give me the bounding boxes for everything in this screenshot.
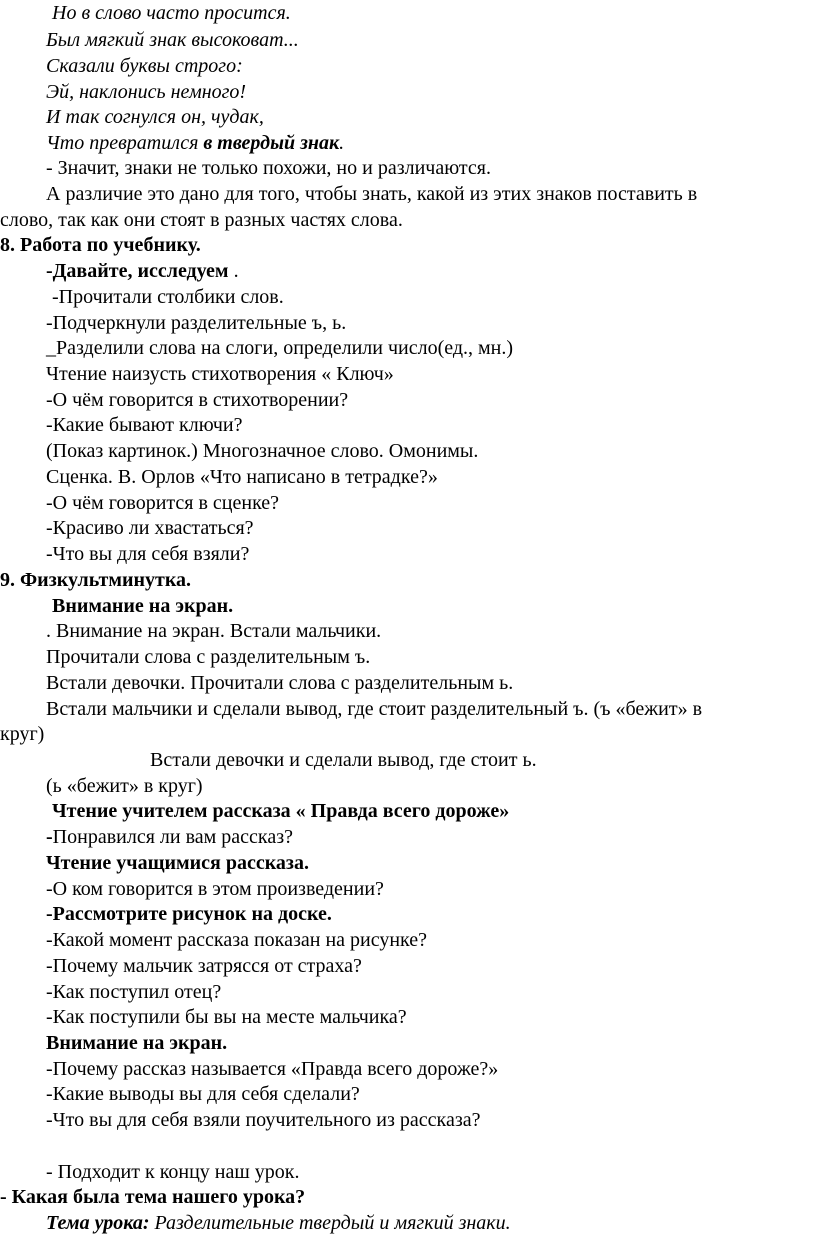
subheading: Внимание на экран. xyxy=(46,1032,228,1054)
paragraph-line: - Подходит к концу наш урок. xyxy=(46,1161,300,1183)
paragraph-line: -Подчеркнули разделительные ъ, ь. xyxy=(46,312,347,334)
subheading xyxy=(46,258,239,284)
topic-line xyxy=(46,1210,511,1236)
paragraph-line: -Красиво ли хвастаться? xyxy=(46,517,254,539)
paragraph-line: -О чём говорится в стихотворении? xyxy=(46,389,349,411)
paragraph-line: (ь «бежит» в круг) xyxy=(46,775,203,797)
subheading: Внимание на экран. xyxy=(52,595,234,617)
paragraph-line xyxy=(46,824,293,850)
dash-mark: - xyxy=(46,826,53,848)
poem-line: Но в слово часто просится. xyxy=(52,2,291,24)
paragraph-line: (Показ картинок.) Многозначное слово. Омонимы. xyxy=(46,440,479,462)
subheading-text: -Давайте, исследуем xyxy=(46,260,229,282)
topic-label: Тема урока: xyxy=(46,1212,150,1234)
paragraph-line: Встали девочки. Прочитали слова с разделительным ь. xyxy=(46,672,514,694)
section-heading: 8. Работа по учебнику. xyxy=(0,234,201,256)
paragraph-line: -Прочитали столбики слов. xyxy=(52,286,284,308)
subheading-tail: . xyxy=(228,260,239,282)
paragraph-line: -Почему рассказ называется «Правда всего дороже?» xyxy=(46,1058,499,1080)
paragraph-line: А различие это дано для того, чтобы знать, какой из этих знаков поставить в xyxy=(46,183,698,205)
section-heading: 9. Физкультминутка. xyxy=(0,569,192,591)
poem-line: И так согнулся он, чудак, xyxy=(46,106,264,128)
paragraph-line: _Разделили слова на слоги, определили число(ед., мн.) xyxy=(46,337,514,359)
poem-text: . xyxy=(339,132,345,154)
paragraph-line: -Как поступили бы вы на месте мальчика? xyxy=(46,1006,407,1028)
paragraph-line: Прочитали слова с разделительным ъ. xyxy=(46,646,371,668)
paragraph-line: -Что вы для себя взяли? xyxy=(46,543,250,565)
paragraph-line: -Что вы для себя взяли поучительного из рассказа? xyxy=(46,1109,481,1131)
paragraph-line: -Какие бывают ключи? xyxy=(46,414,243,436)
paragraph-line: - Значит, знаки не только похожи, но и различаются. xyxy=(46,157,491,179)
paragraph-line: Сценка. В. Орлов «Что написано в тетрадке?» xyxy=(46,466,438,488)
paragraph-line: Чтение наизусть стихотворения « Ключ» xyxy=(46,363,394,385)
poem-line xyxy=(46,130,344,156)
paragraph-line: -Почему мальчик затрясся от страха? xyxy=(46,955,362,977)
emphasis-text: в твердый знак xyxy=(203,132,340,154)
subheading: Чтение учащимися рассказа. xyxy=(46,852,309,874)
question-text: Понравился ли вам рассказ? xyxy=(52,826,293,848)
paragraph-line: -О ком говорится в этом произведении? xyxy=(46,878,384,900)
topic-value: Разделительные твердый и мягкий знаки. xyxy=(149,1212,511,1234)
poem-line: Был мягкий знак высоковат... xyxy=(46,29,299,51)
paragraph-line: -Какой момент рассказа показан на рисунке? xyxy=(46,929,428,951)
paragraph-line: . Внимание на экран. Встали мальчики. xyxy=(46,620,382,642)
paragraph-line: Встали мальчики и сделали вывод, где стоит разделительный ъ. (ъ «бежит» в xyxy=(46,698,703,720)
paragraph-line: -О чём говорится в сценке? xyxy=(46,492,280,514)
section-heading: - Какая была тема нашего урока? xyxy=(0,1186,306,1208)
poem-line: Эй, наклонись немного! xyxy=(46,81,247,103)
subheading: -Рассмотрите рисунок на доске. xyxy=(46,903,332,925)
paragraph-line: -Как поступил отец? xyxy=(46,981,222,1003)
subheading: Чтение учителем рассказа « Правда всего дороже» xyxy=(52,800,510,822)
paragraph-line: Встали девочки и сделали вывод, где стоит ь. xyxy=(150,749,537,771)
paragraph-line: -Какие выводы вы для себя сделали? xyxy=(46,1083,360,1105)
paragraph-line: слово, так как они стоят в разных частях слова. xyxy=(0,209,403,231)
poem-text: Что превратился xyxy=(46,132,204,154)
poem-line: Сказали буквы строго: xyxy=(46,55,243,77)
paragraph-line: круг) xyxy=(0,723,45,745)
